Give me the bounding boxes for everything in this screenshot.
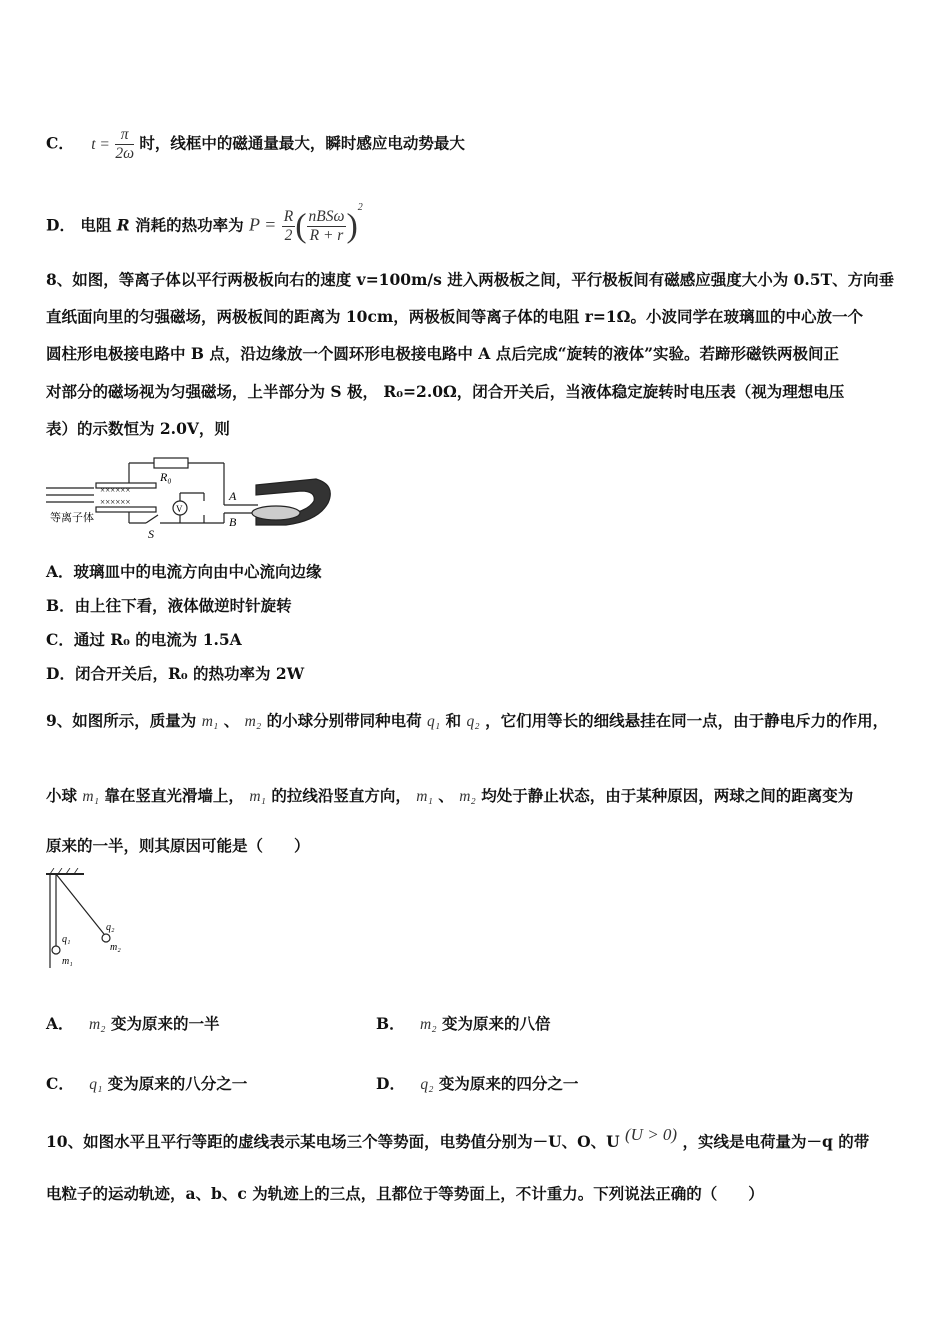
text: ，实线是电荷量为－q 的带 <box>682 1132 870 1151</box>
label-plasma: 等离子体 <box>50 511 94 524</box>
field-crosses: ×××××× <box>100 497 131 507</box>
q8-circuit-figure <box>46 455 336 545</box>
q10-line-1 <box>46 1125 870 1153</box>
q8-line-4: 对部分的磁场视为匀强磁场，上半部分为 S 极， R₀=2.0Ω，闭合开关后，当液体稳定旋转时电压表（视为理想电压 <box>46 382 845 401</box>
option-text: 变为原来的四分之一 <box>438 1074 579 1093</box>
option-text: 变为原来的八倍 <box>442 1014 551 1033</box>
label-v: V <box>176 504 183 514</box>
left-paren: ( <box>295 207 307 245</box>
label-m1: m₁ <box>62 956 73 967</box>
option-text: 变为原来的八分之一 <box>107 1074 248 1093</box>
q10-line-2: 电粒子的运动轨迹，a、b、c 为轨迹上的三点，且都位于等势面上，不计重力。下列说法正确的（ ） <box>46 1184 764 1203</box>
var-m1: m₁ <box>82 788 100 805</box>
q7-option-d <box>46 202 363 245</box>
label-b: B <box>229 515 237 529</box>
option-label: A． <box>46 1014 74 1033</box>
option-text: 变为原来的一半 <box>110 1014 220 1033</box>
text: 和 <box>445 711 462 730</box>
text: 均处于静止状态，由于某种原因，两球之间的距离变为 <box>481 786 854 805</box>
option-var: q₁ <box>89 1076 103 1093</box>
resistor-r0 <box>154 458 188 468</box>
q9-option-b <box>376 1013 551 1036</box>
label-r0: R₀ <box>160 470 172 484</box>
option-label: C． <box>46 133 74 153</box>
q9-line-2 <box>46 785 853 808</box>
var-q2: q₂ <box>466 713 480 730</box>
label-a: A <box>229 489 237 503</box>
fraction-r-over-2 <box>282 208 295 245</box>
var-m1: m₁ <box>416 788 433 805</box>
option-label: D． <box>376 1074 405 1093</box>
q8-option-a: A．玻璃皿中的电流方向由中心流向边缘 <box>46 562 322 581</box>
text: 小球 <box>46 786 78 805</box>
q7-option-c <box>46 126 465 163</box>
frac-num: nBSω <box>308 208 345 225</box>
ball-m2 <box>102 934 110 942</box>
frac-den: R + r <box>309 227 344 244</box>
option-var: q₂ <box>420 1076 434 1093</box>
frac-den: 2 <box>284 227 293 244</box>
formula-p: P = <box>249 214 277 235</box>
q9-option-c <box>46 1073 247 1096</box>
fraction-pi-over-2omega <box>115 126 134 163</box>
var-m1: m₁ <box>249 788 266 805</box>
var-q1: q₁ <box>427 713 441 730</box>
formula-t: t = <box>91 135 110 153</box>
string-2 <box>56 874 104 934</box>
q8-line-5: 表）的示数恒为 2.0V，则 <box>46 419 230 438</box>
right-paren: ) <box>346 207 358 245</box>
q8-option-b: B．由上往下看，液体做逆时针旋转 <box>46 596 292 615</box>
text: 靠在竖直光滑墙上， <box>104 786 244 805</box>
glass-dish <box>252 506 300 520</box>
lower-plate <box>96 507 156 512</box>
frac-num: R <box>283 208 294 225</box>
q8-line-2: 直纸面向里的匀强磁场，两极板间的距离为 10cm，两极板间等离子体的电阻 r=1Ω。小波同学在玻璃皿的中心放一个 <box>46 307 863 326</box>
label-m2: m₂ <box>110 942 121 953</box>
label-q2: q₂ <box>106 922 115 933</box>
option-text: 时，线框中的磁通量最大，瞬时感应电动势最大 <box>139 133 465 153</box>
text: 10、如图水平且平行等距的虚线表示某电场三个等势面，电势值分别为－U、O、U <box>46 1132 620 1151</box>
q9-line-3: 原来的一半，则其原因可能是（ ） <box>46 836 310 855</box>
label-q1: q₁ <box>62 934 71 945</box>
frac-den: 2ω <box>115 145 135 162</box>
q8-line-3: 圆柱形电极接电路中 B 点，沿边缘放一个圆环形电极接电路中 A 点后完成“旋转的液体”实验。若蹄形磁铁两极间正 <box>46 344 840 363</box>
q9-option-d <box>376 1073 578 1096</box>
var-r: R <box>116 215 130 235</box>
q8-option-c: C．通过 R₀ 的电流为 1.5A <box>46 630 242 649</box>
q9-pendulum-figure <box>44 868 134 973</box>
option-label: D． <box>46 215 75 235</box>
text: ，它们用等长的细线悬挂在同一点，由于静电斥力的作用， <box>485 711 889 730</box>
option-var: m₂ <box>420 1016 437 1033</box>
text: 、 <box>223 711 240 730</box>
label-s: S <box>148 527 154 541</box>
option-label: B． <box>376 1014 405 1033</box>
text: 、 <box>438 786 454 805</box>
q9-line-1 <box>46 710 888 733</box>
field-crosses: ×××××× <box>100 485 131 495</box>
option-var: m₂ <box>88 1016 106 1033</box>
q8-option-d: D．闭合开关后，R₀ 的热功率为 2W <box>46 664 305 683</box>
var-m1: m₁ <box>201 713 219 730</box>
fraction-emf-over-resistance <box>307 208 347 245</box>
exponent: 2 <box>357 202 363 214</box>
var-m2: m₂ <box>244 713 262 730</box>
text: 9、如图所示，质量为 <box>46 711 197 730</box>
frac-num: π <box>115 126 134 145</box>
switch-s <box>146 515 158 523</box>
q9-option-a <box>46 1013 219 1036</box>
text: 的小球分别带同种电荷 <box>266 711 422 730</box>
option-text-b: 消耗的热功率为 <box>135 215 244 235</box>
option-text-a: 电阻 <box>80 215 112 235</box>
var-m2: m₂ <box>459 788 476 805</box>
text: 的拉线沿竖直方向， <box>271 786 411 805</box>
option-label: C． <box>46 1074 74 1093</box>
ball-m1 <box>52 946 60 954</box>
condition: (U > 0) <box>625 1125 678 1144</box>
q8-line-1: 8、如图，等离子体以平行两极板向右的速度 v=100m/s 进入两极板之间，平行极板间有磁感应强度大小为 0.5T、方向垂 <box>46 270 895 289</box>
